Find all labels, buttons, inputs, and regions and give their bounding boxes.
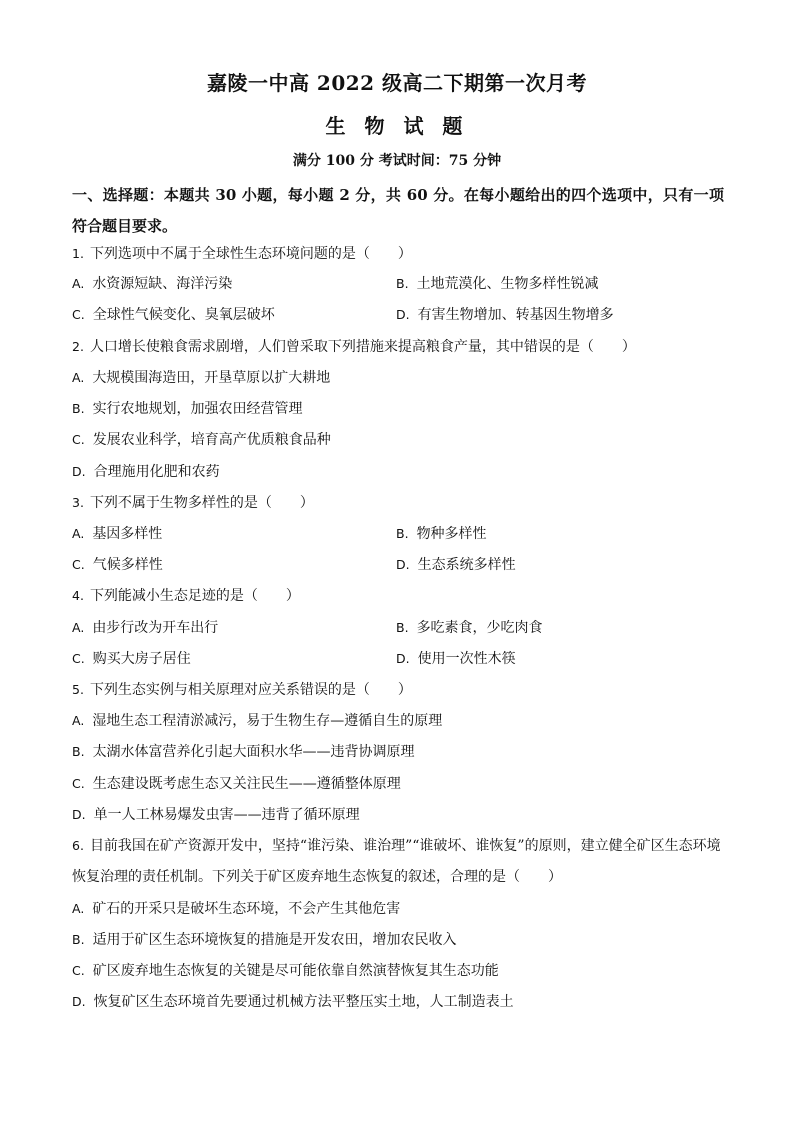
option-2-b: [72, 399, 303, 419]
option-5-a: [72, 711, 442, 731]
subject-title: 生 物 试 题: [325, 114, 469, 138]
option-4-a: [72, 618, 218, 638]
option-4-b: [396, 618, 543, 638]
option-label: D.: [396, 651, 410, 666]
option-1-c: [72, 305, 275, 325]
option-text: 太湖水体富营养化引起大面积水华——违背协调原理: [92, 744, 415, 760]
option-2-c: [72, 430, 331, 450]
option-text: 矿石的开采只是破坏生态环境，不会产生其他危害: [92, 901, 401, 917]
question-stem: 下列不属于生物多样性的是（ ）: [89, 495, 314, 511]
option-label: C.: [72, 651, 85, 666]
option-label: D.: [396, 557, 410, 572]
option-label: A.: [72, 713, 85, 728]
option-text: 适用于矿区生态环境恢复的措施是开发农田，增加农民收入: [92, 932, 457, 948]
option-6-a: [72, 899, 400, 919]
question-4: [72, 580, 726, 612]
option-label: A.: [72, 901, 85, 916]
option-label: A.: [72, 370, 85, 385]
question-5: [72, 674, 726, 706]
option-label: A.: [72, 620, 85, 635]
option-3-d: [396, 555, 516, 575]
option-text: 物种多样性: [416, 526, 487, 542]
option-label: A.: [72, 276, 85, 291]
option-text: 生态系统多样性: [417, 557, 516, 573]
exam-title: 嘉陵一中高 2022 级高二下期第一次月考: [206, 71, 588, 95]
option-4-c: [72, 649, 191, 669]
option-label: B.: [72, 744, 85, 759]
option-1-d: [396, 305, 614, 325]
question-6: [72, 830, 726, 893]
option-text: 全球性气候变化、臭氧层破坏: [92, 307, 275, 323]
option-label: C.: [72, 963, 85, 978]
question-3: [72, 487, 726, 519]
option-text: 实行农地规划，加强农田经营管理: [92, 401, 303, 417]
option-6-d: [72, 992, 514, 1012]
option-text: 基因多样性: [92, 526, 163, 542]
option-label: C.: [72, 776, 85, 791]
option-text: 恢复矿区生态环境首先要通过机械方法平整压实土地，人工制造表土: [93, 994, 514, 1010]
option-label: C.: [72, 432, 85, 447]
option-2-a: [72, 368, 330, 388]
option-text: 有害生物增加、转基因生物增多: [417, 307, 614, 323]
question-2: [72, 331, 726, 363]
option-label: D.: [72, 807, 86, 822]
option-1-b: [396, 274, 599, 294]
option-6-b: [72, 930, 457, 950]
option-text: 土地荒漠化、生物多样性锐减: [416, 276, 599, 292]
option-text: 使用一次性木筷: [417, 651, 516, 667]
option-text: 单一人工林易爆发虫害——违背了循环原理: [93, 807, 360, 823]
question-1: [72, 238, 726, 270]
option-text: 水资源短缺、海洋污染: [92, 276, 233, 292]
question-number: 6.: [72, 838, 84, 853]
option-label: B.: [396, 620, 409, 635]
question-stem: 人口增长使粮食需求剧增，人们曾采取下列措施来提高粮食产量，其中错误的是（ ）: [89, 339, 636, 355]
option-label: B.: [72, 932, 85, 947]
question-number: 2.: [72, 339, 84, 354]
option-label: A.: [72, 526, 85, 541]
question-number: 5.: [72, 682, 84, 697]
option-text: 多吃素食，少吃肉食: [416, 620, 543, 636]
option-text: 生态建设既考虑生态又关注民生——遵循整体原理: [92, 776, 401, 792]
option-text: 购买大房子居住: [92, 651, 191, 667]
option-5-d: [72, 805, 360, 825]
option-label: B.: [396, 276, 409, 291]
option-text: 发展农业科学，培育高产优质粮食品种: [92, 432, 331, 448]
option-3-c: [72, 555, 163, 575]
question-stem: 下列生态实例与相关原理对应关系错误的是（ ）: [89, 682, 412, 698]
question-number: 4.: [72, 588, 84, 603]
option-text: 大规模围海造田，开垦草原以扩大耕地: [92, 370, 331, 386]
question-number: 3.: [72, 495, 84, 510]
option-label: B.: [396, 526, 409, 541]
option-text: 由步行改为开车出行: [92, 620, 219, 636]
option-text: 气候多样性: [92, 557, 163, 573]
question-stem: 目前我国在矿产资源开发中，坚持“谁污染、谁治理”“谁破坏、谁恢复”的原则，建立健全矿区生态环境恢复治理的责任机制。下列关于矿区废弃地生态恢复的叙述，合理的是（ ）: [72, 838, 721, 885]
option-label: D.: [72, 994, 86, 1009]
option-text: 矿区废弃地生态恢复的关键是尽可能依靠自然演替恢复其生态功能: [92, 963, 499, 979]
question-number: 1.: [72, 246, 84, 261]
option-6-c: [72, 961, 499, 981]
section-instructions: 一、选择题：本题共 30 小题，每小题 2 分，共 60 分。在每小题给出的四个选项中，只有一项符合题目要求。: [72, 186, 724, 235]
option-text: 湿地生态工程清淤减污，易于生物生存—遵循自生的原理: [92, 713, 443, 729]
option-label: C.: [72, 557, 85, 572]
option-5-b: [72, 742, 415, 762]
option-4-d: [396, 649, 516, 669]
option-label: D.: [396, 307, 410, 322]
option-2-d: [72, 462, 220, 482]
option-text: 合理施用化肥和农药: [93, 464, 220, 480]
question-stem: 下列能减小生态足迹的是（ ）: [89, 588, 300, 604]
exam-meta: 满分 100 分 考试时间：75 分钟: [292, 153, 502, 169]
option-label: B.: [72, 401, 85, 416]
question-stem: 下列选项中不属于全球性生态环境问题的是（ ）: [89, 246, 412, 262]
option-3-b: [396, 524, 487, 544]
option-5-c: [72, 774, 401, 794]
option-3-a: [72, 524, 162, 544]
option-label: D.: [72, 464, 86, 479]
option-label: C.: [72, 307, 85, 322]
option-1-a: [72, 274, 232, 294]
